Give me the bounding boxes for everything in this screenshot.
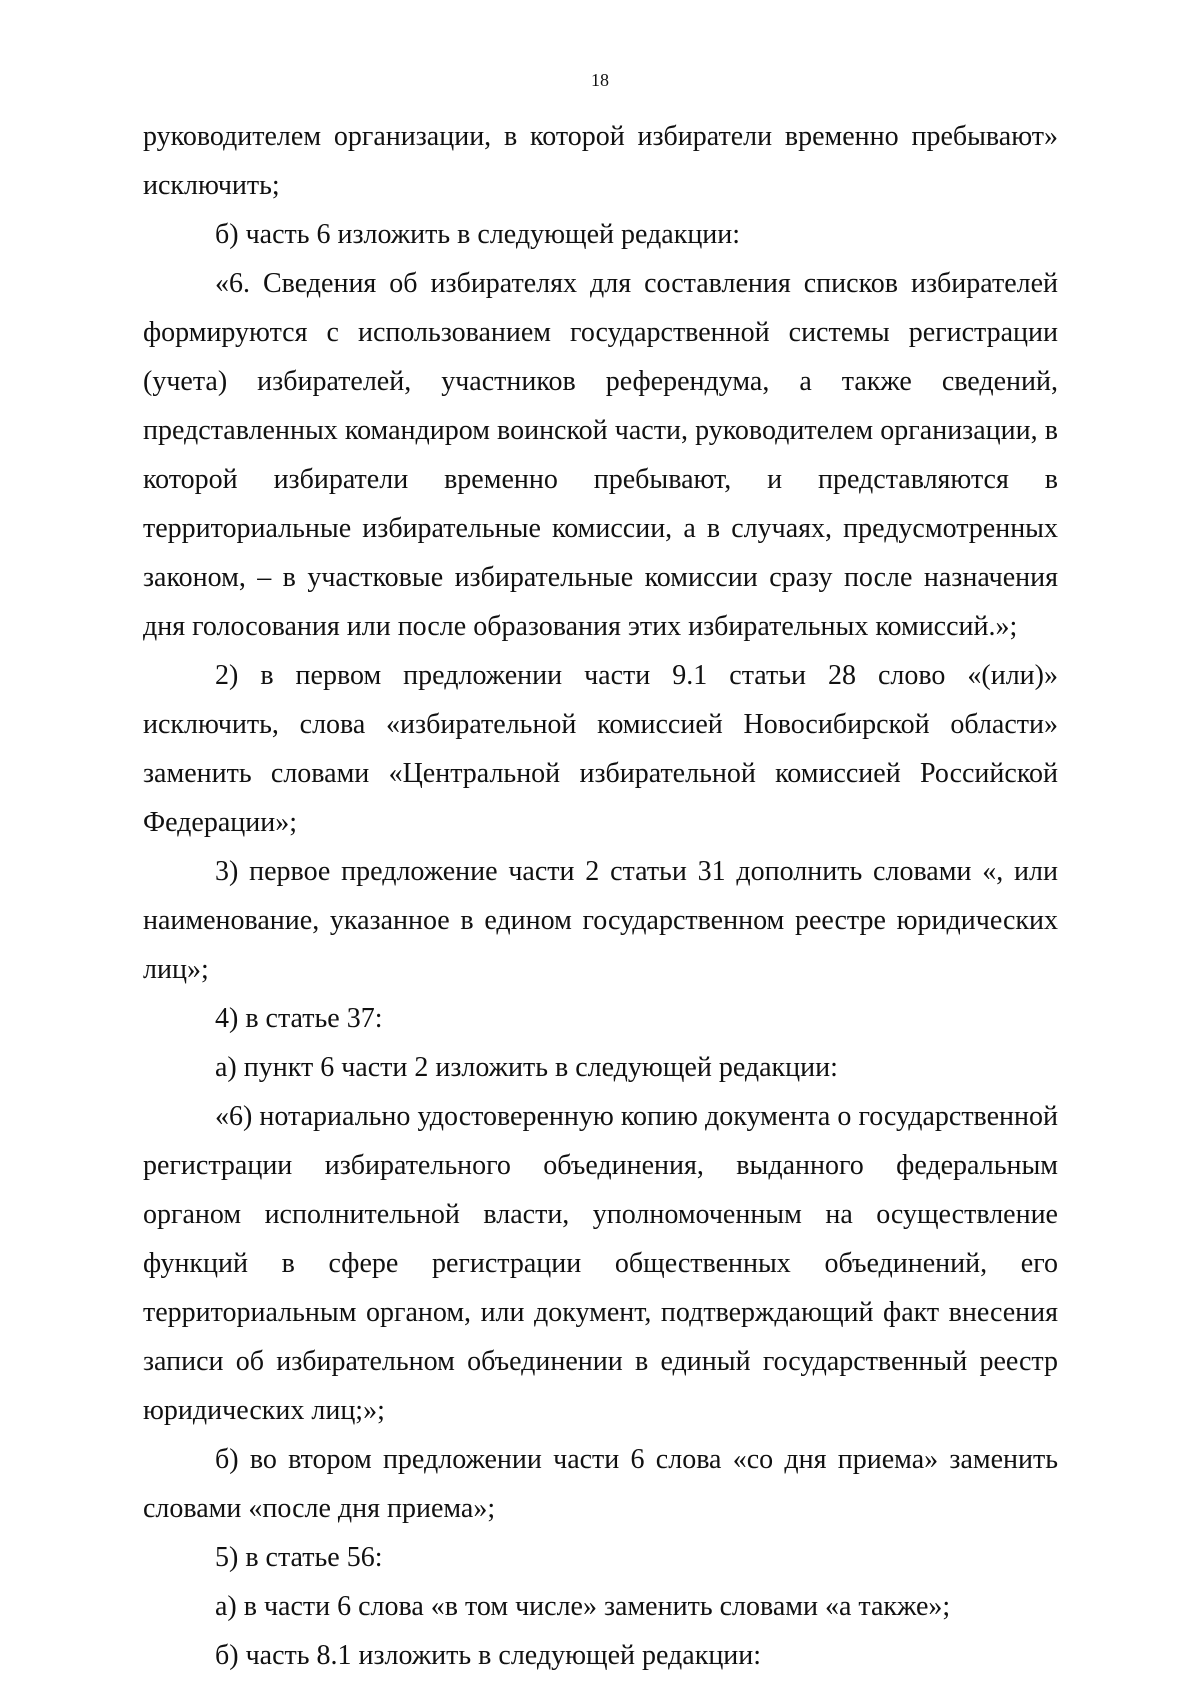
paragraph-item-5-b: б) часть 8.1 изложить в следующей редакции: [215, 1640, 762, 1671]
paragraph-item-3: 3) первое предложение части 2 статьи 31 дополнить словами «, или наименование, указанное в едином государственном реестре юридических лиц»; [143, 856, 1058, 985]
paragraph-item-5: 5) в статье 56: [215, 1542, 383, 1573]
paragraph-item-4-b: б) во втором предложении части 6 слова «со дня приема» заменить словами «после дня приема»; [143, 1444, 1058, 1524]
paragraph-subitem-b-part-6: б) часть 6 изложить в следующей редакции: [215, 219, 741, 250]
paragraph-item-5-a: а) в части 6 слова «в том числе» заменить словами «а также»; [215, 1591, 951, 1622]
paragraph-continuation: руководителем организации, в которой избиратели временно пребывают» исключить; [143, 121, 1058, 201]
paragraph-item-4: 4) в статье 37: [215, 1003, 383, 1034]
paragraph-quoted-part-6: «6. Сведения об избирателях для составления списков избирателей формируются с использованием государственной системы регистрации (учета) избирателей, участников референдума, а также сведений, представленных командиром воинской части, руководителем организации, в которой избиратели временно пребывают, и представляются в территориальные избирательные комиссии, а в случаях, предусмотренных законом, – в участковые избирательные комиссии сразу после назначения дня голосования или после образования этих избирательных комиссий.»; [143, 268, 1058, 642]
paragraph-quoted-point-6: «6) нотариально удостоверенную копию документа о государственной регистрации избирательного объединения, выданного федеральным органом исполнительной власти, уполномоченным на осуществление функций в сфере регистрации общественных объединений, его территориальным органом, или документ, подтверждающий факт внесения записи об избирательном объединении в единый государственный реестр юридических лиц;»; [143, 1101, 1058, 1426]
page-number: 18 [591, 70, 609, 90]
document-body [143, 112, 1058, 1680]
paragraph-item-2: 2) в первом предложении части 9.1 статьи 28 слово «(или)» исключить, слова «избирательной комиссией Новосибирской области» заменить словами «Центральной избирательной комиссией Российской Федерации»; [143, 660, 1058, 838]
paragraph-item-4-a: а) пункт 6 части 2 изложить в следующей редакции: [215, 1052, 838, 1083]
